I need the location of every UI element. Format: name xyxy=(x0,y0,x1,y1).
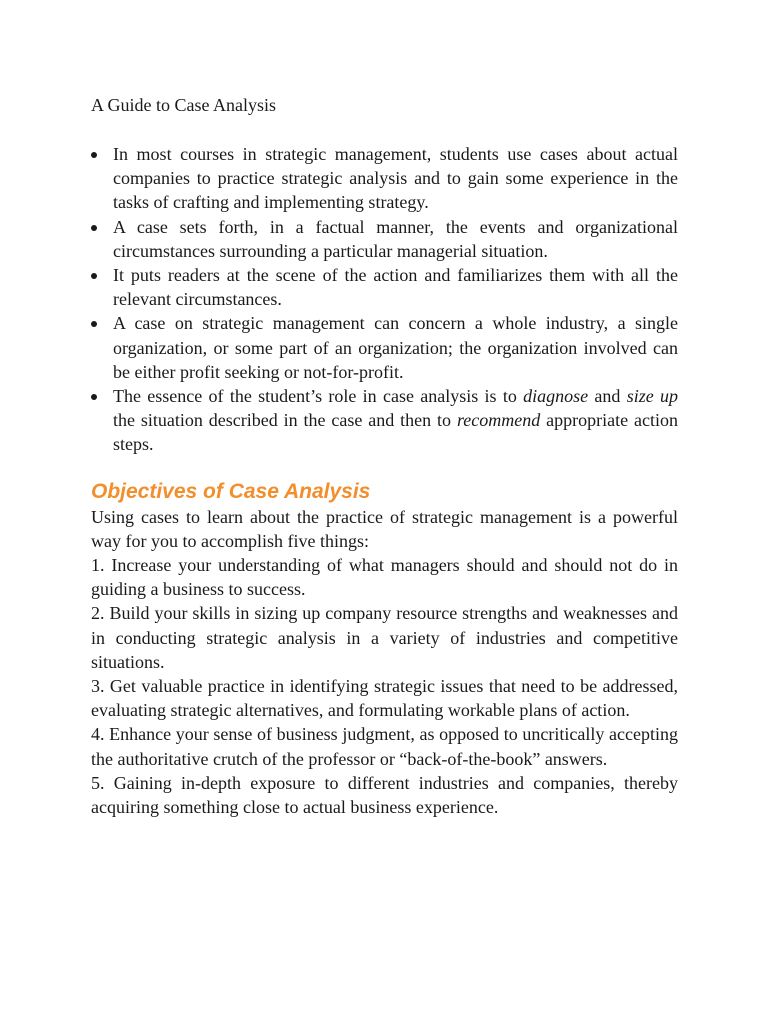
list-item xyxy=(91,263,678,311)
emphasis-size-up: size up xyxy=(626,386,678,407)
bullet-text-part: appropriate action steps. xyxy=(113,410,678,455)
bullet-text: It puts readers at the scene of the action and familiarizes them with all the relevant circumstances. xyxy=(113,265,678,310)
emphasis-diagnose: diagnose xyxy=(523,386,589,407)
section-heading: Objectives of Case Analysis xyxy=(91,479,371,503)
objective-item: 1. Increase your understanding of what managers should and should not do in guiding a business to success. xyxy=(91,555,678,600)
bullet-icon xyxy=(91,273,97,279)
bullet-list xyxy=(91,142,678,457)
bullet-icon xyxy=(91,225,97,231)
objective-item: 4. Enhance your sense of business judgment, as opposed to uncritically accepting the authoritative crutch of the professor or “back-of-the-book” answers. xyxy=(91,724,678,769)
bullet-text-part: The essence of the student’s role in case analysis is to xyxy=(113,386,524,407)
list-item xyxy=(91,215,678,263)
bullet-text: A case on strategic management can concern a whole industry, a single organization, or some part of an organization; the organization involved can be either profit seeking or not-for-profit. xyxy=(113,313,678,382)
bullet-text-part: the situation described in the case and then to xyxy=(113,410,457,431)
list-item xyxy=(91,142,678,215)
document-page xyxy=(91,93,678,819)
section-body xyxy=(91,505,678,820)
bullet-icon xyxy=(91,152,97,158)
list-item xyxy=(91,384,678,457)
bullet-text: In most courses in strategic management, students use cases about actual companies to practice strategic analysis and to gain some experience in the tasks of crafting and implementing strategy. xyxy=(113,144,678,213)
objective-item: 5. Gaining in-depth exposure to different industries and companies, thereby acquiring something close to actual business experience. xyxy=(91,772,678,818)
section-intro: Using cases to learn about the practice of strategic management is a powerful way for you to accomplish five things: xyxy=(91,506,678,551)
bullet-icon xyxy=(91,321,97,327)
bullet-text-part: and xyxy=(588,386,627,407)
objective-item: 2. Build your skills in sizing up company resource strengths and weaknesses and in conducting strategic analysis in a variety of industries and competitive situations. xyxy=(91,603,678,672)
document-title: A Guide to Case Analysis xyxy=(91,95,276,115)
bullet-text: A case sets forth, in a factual manner, the events and organizational circumstances surrounding a particular managerial situation. xyxy=(113,216,678,261)
emphasis-recommend: recommend xyxy=(456,410,541,431)
list-item xyxy=(91,311,678,384)
bullet-icon xyxy=(91,394,97,400)
objective-item: 3. Get valuable practice in identifying strategic issues that need to be addressed, evaluating strategic alternatives, and formulating workable plans of action. xyxy=(91,676,678,721)
